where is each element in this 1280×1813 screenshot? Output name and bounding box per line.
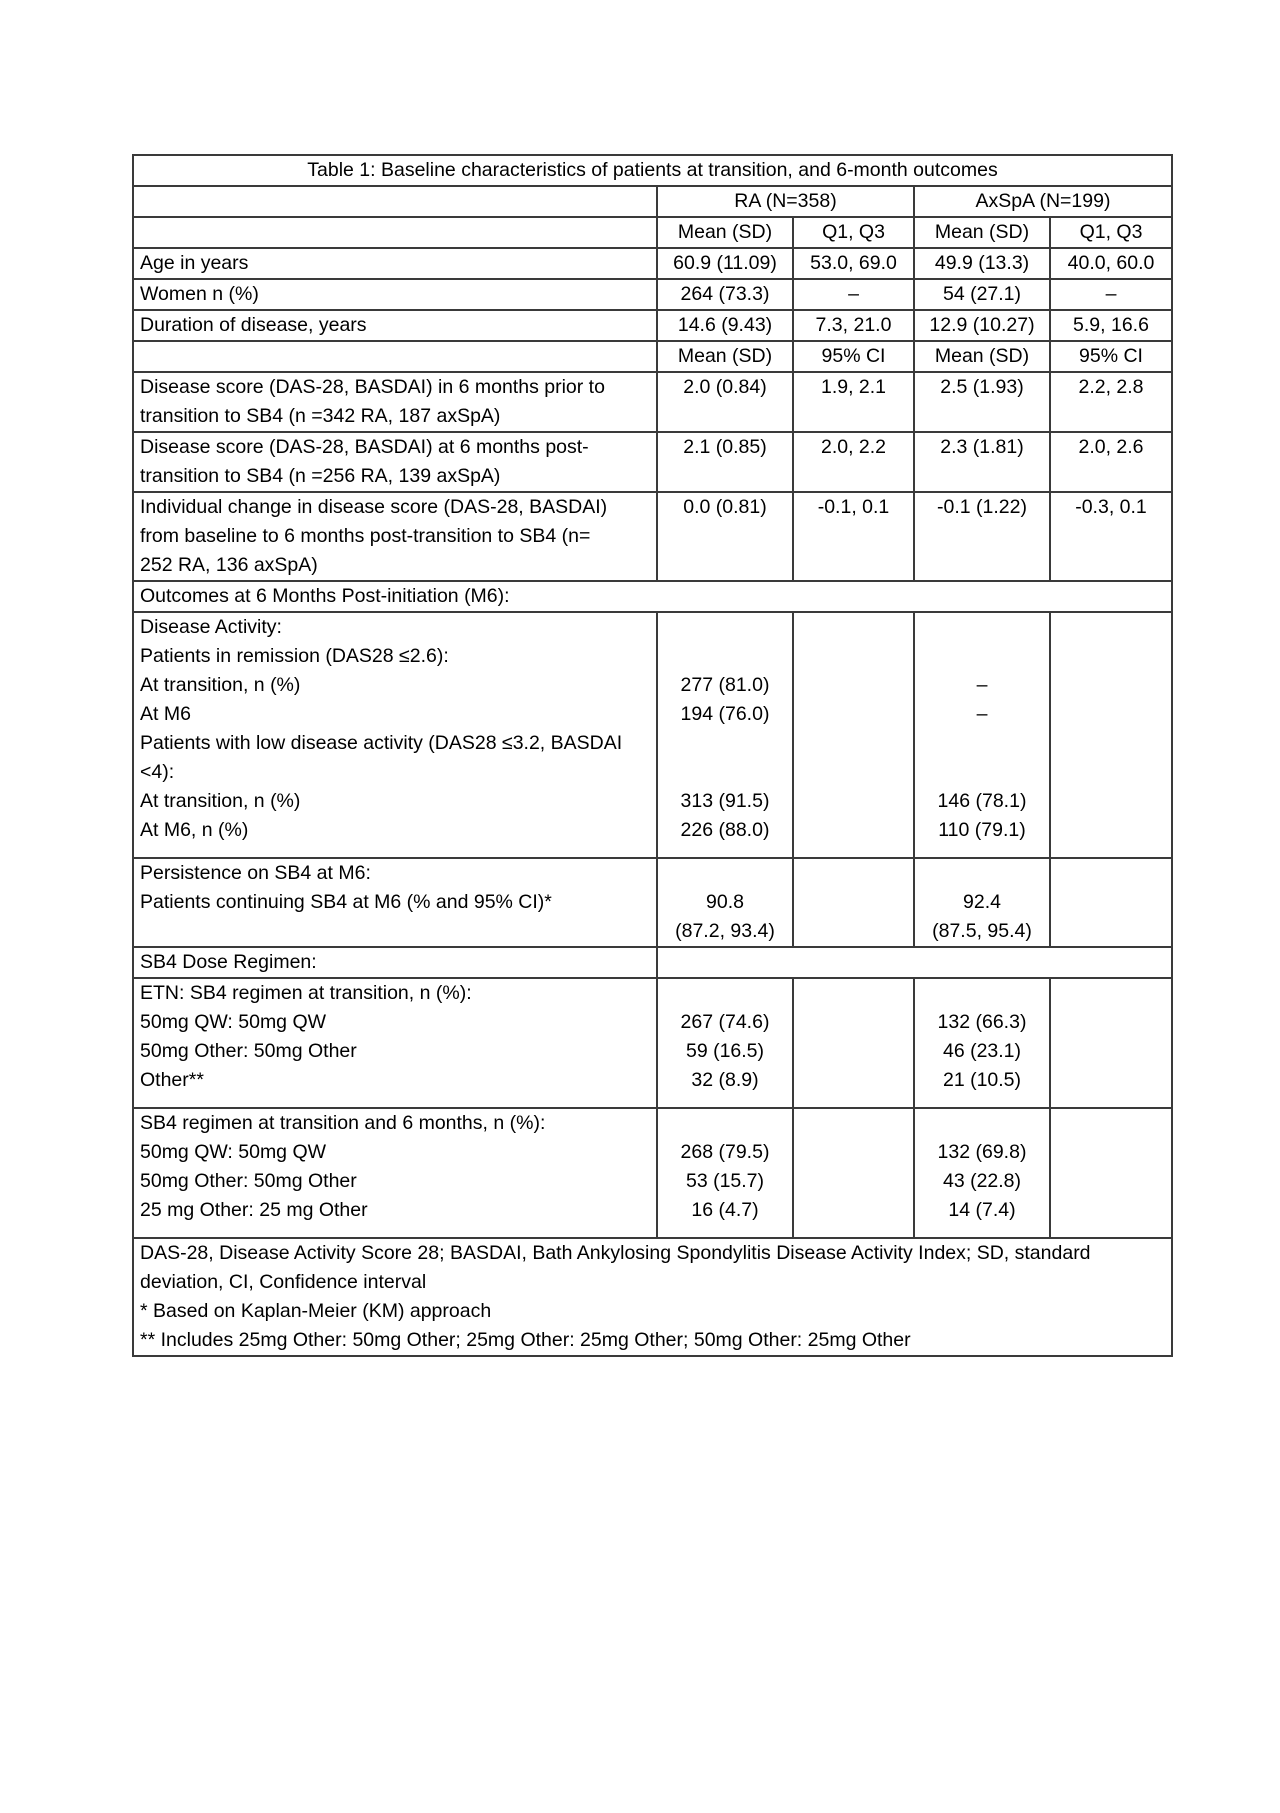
value-line: 16 (4.7) bbox=[691, 1199, 759, 1221]
value-cell: 2.0, 2.2 bbox=[793, 432, 914, 492]
value-line bbox=[664, 758, 786, 787]
blank-cell bbox=[1050, 612, 1172, 858]
value-line: 194 (76.0) bbox=[680, 703, 770, 725]
label-line: Disease Activity: bbox=[140, 616, 282, 638]
label-line: 252 RA, 136 axSpA) bbox=[140, 554, 318, 576]
value-cell: – bbox=[1050, 279, 1172, 310]
value-line bbox=[664, 729, 786, 758]
value-line: 132 (66.3) bbox=[937, 1011, 1027, 1033]
spacer bbox=[664, 859, 786, 888]
value-line: 268 (79.5) bbox=[680, 1141, 770, 1163]
blank-cell bbox=[793, 612, 914, 858]
value-line bbox=[921, 613, 1043, 642]
table-row bbox=[133, 492, 1172, 581]
section-header-row bbox=[133, 581, 1172, 612]
label-line: transition to SB4 (n =256 RA, 139 axSpA) bbox=[140, 465, 501, 487]
footnotes bbox=[133, 1238, 1172, 1356]
value-line: 313 (91.5) bbox=[680, 790, 770, 812]
value-cell: -0.3, 0.1 bbox=[1050, 492, 1172, 581]
value-line: 132 (69.8) bbox=[937, 1141, 1027, 1163]
value-cell: 40.0, 60.0 bbox=[1050, 248, 1172, 279]
value-line: 92.4 bbox=[963, 891, 1001, 913]
table-row bbox=[133, 858, 1172, 947]
row-label bbox=[133, 372, 657, 432]
sb4-labels bbox=[133, 1108, 657, 1238]
value-line: 90.8 bbox=[706, 891, 744, 913]
table-row bbox=[133, 612, 1172, 858]
group-header-row bbox=[133, 186, 1172, 217]
value-cell: 53.0, 69.0 bbox=[793, 248, 914, 279]
value-line: – bbox=[976, 703, 988, 725]
label-line: 50mg Other: 50mg Other bbox=[140, 1170, 357, 1192]
value-line bbox=[921, 729, 1043, 758]
label-line: 50mg QW: 50mg QW bbox=[140, 1011, 327, 1033]
ax-etn-values bbox=[914, 978, 1050, 1108]
row-label bbox=[133, 492, 657, 581]
ra-activity-values bbox=[657, 612, 793, 858]
label-line: SB4 regimen at transition and 6 months, n (%): bbox=[140, 1112, 546, 1134]
value-cell: 2.0, 2.6 bbox=[1050, 432, 1172, 492]
label-line: 50mg QW: 50mg QW bbox=[140, 1141, 327, 1163]
value-line bbox=[664, 1109, 786, 1138]
group-ra: RA (N=358) bbox=[657, 186, 914, 217]
group-axspa: AxSpA (N=199) bbox=[914, 186, 1172, 217]
value-cell: 12.9 (10.27) bbox=[914, 310, 1050, 341]
table-row bbox=[133, 310, 1172, 341]
value-cell: 0.0 (0.81) bbox=[657, 492, 793, 581]
subheader-cell: Mean (SD) bbox=[914, 217, 1050, 248]
label-line: At M6 bbox=[140, 703, 191, 725]
row-label: Women n (%) bbox=[133, 279, 657, 310]
label-line: ETN: SB4 regimen at transition, n (%): bbox=[140, 982, 472, 1004]
value-line bbox=[921, 758, 1043, 787]
value-cell: 7.3, 21.0 bbox=[793, 310, 914, 341]
value-cell: 54 (27.1) bbox=[914, 279, 1050, 310]
blank-cell bbox=[1050, 858, 1172, 947]
label-line: transition to SB4 (n =342 RA, 187 axSpA) bbox=[140, 405, 501, 427]
label-line: from baseline to 6 months post-transition to SB4 (n= bbox=[140, 525, 591, 547]
value-cell: 2.2, 2.8 bbox=[1050, 372, 1172, 432]
value-line bbox=[664, 979, 786, 1008]
value-cell: 264 (73.3) bbox=[657, 279, 793, 310]
section-header-row bbox=[133, 947, 1172, 978]
value-cell: 2.5 (1.93) bbox=[914, 372, 1050, 432]
value-line bbox=[921, 1109, 1043, 1138]
blank-cell bbox=[133, 341, 657, 372]
footnote-row bbox=[133, 1238, 1172, 1356]
footnote-line: DAS-28, Disease Activity Score 28; BASDAI, Bath Ankylosing Spondylitis Disease Activity Index; SD, standard bbox=[140, 1242, 1091, 1264]
label-line: Patients with low disease activity (DAS28 ≤3.2, BASDAI bbox=[140, 732, 623, 754]
table-row bbox=[133, 432, 1172, 492]
blank-cell bbox=[133, 217, 657, 248]
label-line: At transition, n (%) bbox=[140, 674, 301, 696]
table-row bbox=[133, 978, 1172, 1108]
outcomes-header: Outcomes at 6 Months Post-initiation (M6): bbox=[133, 581, 1172, 612]
value-cell: 14.6 (9.43) bbox=[657, 310, 793, 341]
table-title: Table 1: Baseline characteristics of patients at transition, and 6-month outcomes bbox=[133, 155, 1172, 186]
subheader-cell: Mean (SD) bbox=[914, 341, 1050, 372]
label-line: 25 mg Other: 25 mg Other bbox=[140, 1199, 368, 1221]
value-line: 110 (79.1) bbox=[938, 819, 1026, 841]
value-cell: 60.9 (11.09) bbox=[657, 248, 793, 279]
blank-cell bbox=[793, 978, 914, 1108]
activity-labels bbox=[133, 612, 657, 858]
value-cell: 2.0 (0.84) bbox=[657, 372, 793, 432]
subheader-cell: 95% CI bbox=[793, 341, 914, 372]
label-line: <4): bbox=[140, 761, 175, 783]
ra-sb4-values bbox=[657, 1108, 793, 1238]
subheader-row-2 bbox=[133, 341, 1172, 372]
value-line bbox=[664, 613, 786, 642]
value-line: 14 (7.4) bbox=[948, 1199, 1016, 1221]
value-line: 32 (8.9) bbox=[691, 1069, 759, 1091]
label-line: Individual change in disease score (DAS-28, BASDAI) bbox=[140, 496, 608, 518]
ax-activity-values bbox=[914, 612, 1050, 858]
label-line: Disease score (DAS-28, BASDAI) at 6 months post- bbox=[140, 436, 589, 458]
value-line: 43 (22.8) bbox=[942, 1170, 1022, 1192]
ra-persistence bbox=[657, 858, 793, 947]
etn-labels bbox=[133, 978, 657, 1108]
value-cell: 2.1 (0.85) bbox=[657, 432, 793, 492]
label-line: Patients in remission (DAS28 ≤2.6): bbox=[140, 645, 449, 667]
label-line: Disease score (DAS-28, BASDAI) in 6 months prior to bbox=[140, 376, 605, 398]
value-line: 146 (78.1) bbox=[937, 790, 1027, 812]
baseline-characteristics-table bbox=[132, 154, 1173, 1357]
label-line: Patients continuing SB4 at M6 (% and 95% CI)* bbox=[140, 891, 552, 913]
subheader-cell: Mean (SD) bbox=[657, 217, 793, 248]
value-cell: – bbox=[793, 279, 914, 310]
value-cell: 2.3 (1.81) bbox=[914, 432, 1050, 492]
row-label bbox=[133, 432, 657, 492]
blank-cell bbox=[793, 858, 914, 947]
table-title-row bbox=[133, 155, 1172, 186]
value-line: (87.2, 93.4) bbox=[675, 920, 775, 942]
label-line: Persistence on SB4 at M6: bbox=[140, 862, 371, 884]
subheader-cell: Q1, Q3 bbox=[793, 217, 914, 248]
persistence-labels bbox=[133, 858, 657, 947]
value-line: (87.5, 95.4) bbox=[932, 920, 1032, 942]
value-line: 226 (88.0) bbox=[680, 819, 770, 841]
value-line bbox=[921, 979, 1043, 1008]
table-row bbox=[133, 372, 1172, 432]
value-cell: 49.9 (13.3) bbox=[914, 248, 1050, 279]
label-line: At M6, n (%) bbox=[140, 819, 249, 841]
footnote-line: deviation, CI, Confidence interval bbox=[140, 1271, 427, 1293]
table-row bbox=[133, 279, 1172, 310]
ax-persistence bbox=[914, 858, 1050, 947]
subheader-cell: Mean (SD) bbox=[657, 341, 793, 372]
value-line bbox=[664, 642, 786, 671]
value-line: 53 (15.7) bbox=[685, 1170, 765, 1192]
value-line bbox=[921, 642, 1043, 671]
value-line: 267 (74.6) bbox=[680, 1011, 770, 1033]
label-line: 50mg Other: 50mg Other bbox=[140, 1040, 357, 1062]
value-cell: 1.9, 2.1 bbox=[793, 372, 914, 432]
blank-cell bbox=[657, 947, 1172, 978]
value-line: – bbox=[976, 674, 988, 696]
table-row bbox=[133, 248, 1172, 279]
value-line: 21 (10.5) bbox=[942, 1069, 1022, 1091]
ax-sb4-values bbox=[914, 1108, 1050, 1238]
value-cell: -0.1, 0.1 bbox=[793, 492, 914, 581]
spacer bbox=[921, 859, 1043, 888]
footnote-line: ** Includes 25mg Other: 50mg Other; 25mg Other: 25mg Other; 50mg Other: 25mg Other bbox=[140, 1329, 911, 1351]
row-label: Age in years bbox=[133, 248, 657, 279]
table-row bbox=[133, 1108, 1172, 1238]
blank-cell bbox=[1050, 1108, 1172, 1238]
footnote-line: * Based on Kaplan-Meier (KM) approach bbox=[140, 1300, 492, 1322]
blank-cell bbox=[1050, 978, 1172, 1108]
value-line: 277 (81.0) bbox=[680, 674, 770, 696]
label-line: Other** bbox=[140, 1069, 204, 1091]
ra-etn-values bbox=[657, 978, 793, 1108]
dose-header: SB4 Dose Regimen: bbox=[133, 947, 657, 978]
blank-cell bbox=[793, 1108, 914, 1238]
subheader-cell: Q1, Q3 bbox=[1050, 217, 1172, 248]
subheader-row-1 bbox=[133, 217, 1172, 248]
value-cell: -0.1 (1.22) bbox=[914, 492, 1050, 581]
value-line: 46 (23.1) bbox=[942, 1040, 1022, 1062]
subheader-cell: 95% CI bbox=[1050, 341, 1172, 372]
row-label: Duration of disease, years bbox=[133, 310, 657, 341]
blank-cell bbox=[133, 186, 657, 217]
label-line: At transition, n (%) bbox=[140, 790, 301, 812]
value-cell: 5.9, 16.6 bbox=[1050, 310, 1172, 341]
value-line: 59 (16.5) bbox=[685, 1040, 765, 1062]
